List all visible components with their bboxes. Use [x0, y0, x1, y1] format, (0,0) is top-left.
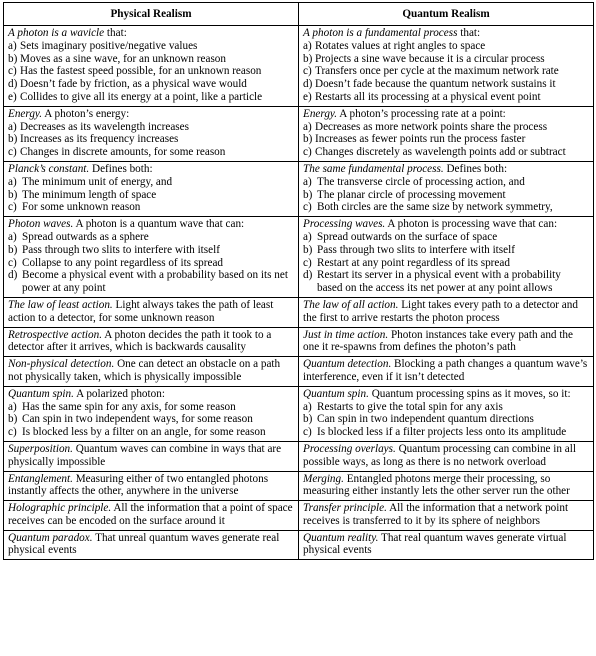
cell-description: Quantum processing spins as it moves, so it:	[368, 387, 571, 400]
cell-description: One can detect an obstacle on a path not physically taken, which is physically impossible	[8, 358, 281, 383]
cell-heading	[8, 108, 294, 121]
cell-term: The same fundamental process.	[303, 162, 444, 175]
column-header-physical: Physical Realism	[4, 3, 299, 26]
cell-description: That real quantum waves generate virtual physical events	[303, 531, 567, 557]
list-item-marker: c)	[8, 201, 17, 214]
list-item-text: Changes in discrete amounts, for some reason	[20, 146, 226, 159]
list-item-marker: a)	[303, 230, 312, 243]
physical-cell	[4, 26, 299, 107]
list-item-marker: d)	[303, 78, 313, 91]
cell-heading	[8, 27, 294, 40]
table-row	[4, 106, 594, 161]
list-item-text: The minimum length of space	[22, 188, 157, 201]
list-item-marker: a)	[8, 400, 17, 413]
list-item	[8, 53, 294, 66]
list-item-text: Changes discretely as wavelength points add or subtract	[315, 146, 566, 159]
cell-description: A photon is a quantum wave that can:	[73, 218, 245, 231]
cell-description: Blocking a path changes a quantum wave’s interference, even if it isn’t detected	[303, 358, 588, 383]
cell-heading	[8, 218, 294, 231]
list-item	[8, 231, 294, 244]
list-item-marker: c)	[303, 426, 312, 439]
list-item-marker: c)	[8, 426, 17, 439]
quantum-cell	[299, 441, 594, 471]
cell-description: That unreal quantum waves generate real physical events	[8, 531, 280, 557]
list-item-text: Sets imaginary positive/negative values	[20, 39, 198, 52]
cell-description: that:	[104, 27, 127, 39]
list-item-text: Restart at any point regardless of its spread	[317, 256, 510, 269]
cell-heading	[8, 299, 294, 325]
list-item-text: The minimum unit of energy, and	[22, 175, 173, 188]
cell-term: Planck’s constant.	[8, 162, 90, 175]
table-row	[4, 386, 594, 441]
cell-term: Quantum spin.	[303, 387, 369, 400]
list-item	[303, 91, 589, 104]
cell-heading	[8, 163, 294, 176]
quantum-cell	[299, 357, 594, 387]
cell-term: Entanglement.	[8, 472, 73, 485]
cell-heading	[8, 502, 294, 528]
list-item-text: Decreases as more network points share the process	[315, 120, 548, 133]
cell-description: Light takes every path to a detector and the first to arrive restarts the photon process	[303, 298, 578, 324]
list-item-marker: d)	[303, 269, 313, 282]
list-item	[303, 133, 589, 146]
list-item-marker: a)	[303, 39, 312, 52]
list-item-marker: d)	[8, 78, 18, 91]
list-item-marker: a)	[8, 230, 17, 243]
physical-cell	[4, 471, 299, 501]
list-item	[8, 91, 294, 104]
table-row	[4, 441, 594, 471]
cell-description: A photon’s processing rate at a point:	[337, 107, 506, 120]
cell-heading	[303, 532, 589, 558]
list-item-text: The planar circle of processing movement	[317, 188, 506, 201]
list-item-marker: b)	[8, 243, 18, 256]
cell-heading	[8, 329, 294, 355]
cell-heading	[303, 299, 589, 325]
physical-cell	[4, 106, 299, 161]
list-item-marker: b)	[303, 413, 313, 426]
list-item	[8, 257, 294, 270]
list-item	[8, 65, 294, 78]
list-item-text: Transfers once per cycle at the maximum network rate	[315, 65, 559, 78]
column-header-quantum: Quantum Realism	[299, 3, 594, 26]
list-item-text: The transverse circle of processing action, and	[317, 175, 525, 188]
list-item	[303, 257, 589, 270]
list-item-text: Doesn’t fade because the quantum network sustains it	[315, 78, 556, 91]
quantum-cell	[299, 26, 594, 107]
list-item	[8, 426, 294, 439]
cell-term: Processing waves.	[303, 218, 386, 231]
cell-term: The law of all action.	[303, 298, 399, 311]
list-item-text: Moves as a sine wave, for an unknown reason	[20, 52, 226, 65]
list-item	[8, 201, 294, 214]
quantum-cell	[299, 297, 594, 327]
list-item-marker: c)	[8, 146, 17, 159]
list-item-marker: e)	[8, 90, 17, 103]
quantum-cell	[299, 386, 594, 441]
quantum-cell	[299, 217, 594, 298]
list-item-text: Spread outwards as a sphere	[22, 230, 149, 243]
list-item-marker: c)	[303, 65, 312, 78]
list-item	[8, 146, 294, 159]
comparison-table	[3, 2, 594, 560]
cell-heading	[303, 388, 589, 401]
physical-cell	[4, 327, 299, 357]
list-item-text: Restart its server in a physical event with a probability based on the access its net power at any point allows	[317, 269, 561, 295]
physical-cell	[4, 501, 299, 531]
cell-description: Entangled photons merge their processing, so measuring either instantly lets the other server run the other	[303, 472, 570, 498]
list-item-marker: b)	[303, 133, 313, 146]
list-item-marker: b)	[303, 243, 313, 256]
list-item	[8, 401, 294, 414]
physical-cell	[4, 161, 299, 216]
list-item-marker: b)	[8, 133, 18, 146]
cell-term: Quantum detection.	[303, 358, 392, 371]
cell-description: that:	[457, 27, 481, 39]
list-item-text: Pass through two slits to interfere with itself	[22, 243, 220, 256]
cell-term: Transfer principle.	[303, 502, 387, 515]
list-item-text: Restarts all its processing at a physical event point	[315, 90, 541, 103]
list-item-text: Pass through two slits to interfere with itself	[317, 243, 515, 256]
list-item-marker: c)	[303, 146, 312, 159]
cell-term: Quantum spin.	[8, 387, 74, 400]
list-item	[303, 269, 589, 295]
cell-heading	[8, 443, 294, 469]
list-item-marker: a)	[8, 39, 17, 52]
cell-description: Measuring either of two entangled photons instantly affects the other, anywhere in the universe	[8, 472, 269, 498]
list-item	[303, 146, 589, 159]
cell-term: The law of least action.	[8, 298, 113, 311]
cell-term: Processing overlays.	[303, 442, 396, 455]
cell-heading	[303, 502, 589, 528]
cell-term: Superposition.	[8, 442, 73, 455]
cell-heading	[303, 108, 589, 121]
list-item	[303, 53, 589, 66]
cell-description: A polarized photon:	[73, 387, 165, 400]
cell-heading	[303, 473, 589, 499]
cell-heading	[303, 218, 589, 231]
cell-description: All the information that a network point receives is transferred to it by its sphere of neighbors	[303, 502, 569, 527]
cell-description: A photon decides the path it took to a detector after it arrives, which is backwards causality	[8, 328, 272, 354]
cell-heading	[303, 163, 589, 176]
cell-heading	[8, 532, 294, 558]
list-item	[8, 244, 294, 257]
cell-term: Quantum reality.	[303, 531, 379, 544]
list-item	[303, 121, 589, 134]
list-item-marker: b)	[303, 52, 313, 65]
list-item-marker: e)	[303, 90, 312, 103]
list-item	[8, 413, 294, 426]
list-item-text: For some unknown reason	[22, 201, 141, 214]
list-item	[303, 413, 589, 426]
physical-cell	[4, 217, 299, 298]
cell-heading	[303, 443, 589, 469]
list-item	[8, 176, 294, 189]
table-row	[4, 327, 594, 357]
list-item-text: Become a physical event with a probability based on its net power at any point	[22, 269, 288, 295]
quantum-cell	[299, 106, 594, 161]
list-item-marker: b)	[8, 52, 18, 65]
list-item-text: Decreases as its wavelength increases	[20, 120, 189, 133]
quantum-cell	[299, 327, 594, 357]
list-item-text: Can spin in two independent ways, for some reason	[22, 413, 253, 426]
list-item-text: Increases as its frequency increases	[20, 133, 179, 146]
list-item-marker: a)	[303, 175, 312, 188]
list-item-text: Increases as fewer points run the process faster	[315, 133, 526, 146]
list-item	[303, 201, 589, 214]
list-item	[303, 40, 589, 53]
list-item-marker: b)	[8, 188, 18, 201]
list-item	[8, 121, 294, 134]
list-item-text: Both circles are the same size by network symmetry,	[317, 201, 553, 214]
cell-heading	[303, 27, 589, 40]
cell-heading	[8, 358, 294, 384]
cell-term: Photon waves.	[8, 218, 74, 231]
cell-description: Defines both:	[89, 162, 153, 175]
quantum-cell	[299, 501, 594, 531]
list-item-text: Rotates values at right angles to space	[315, 39, 486, 52]
list-item	[8, 40, 294, 53]
list-item-text: Projects a sine wave because it is a circular process	[315, 52, 545, 65]
cell-description: Photon instances take every path and the one it re-spawns from defines the photon’s path	[303, 328, 573, 354]
list-item-marker: a)	[303, 120, 312, 133]
quantum-cell	[299, 161, 594, 216]
physical-cell	[4, 386, 299, 441]
list-item	[8, 78, 294, 91]
list-item-text: Restarts to give the total spin for any axis	[317, 400, 503, 413]
cell-description: Defines both:	[443, 162, 508, 175]
list-item-text: Doesn’t fade by friction, as a physical wave would	[20, 78, 247, 91]
quantum-cell	[299, 530, 594, 560]
cell-term: A photon is a fundamental process	[303, 27, 458, 39]
cell-term: Retrospective action.	[8, 328, 103, 341]
list-item-text: Has the same spin for any axis, for some reason	[22, 400, 236, 413]
list-item-marker: c)	[303, 201, 312, 214]
list-item	[8, 133, 294, 146]
cell-description: Quantum waves can combine in ways that are physically impossible	[8, 442, 282, 468]
table-row	[4, 357, 594, 387]
list-item	[8, 189, 294, 202]
list-item-marker: b)	[8, 413, 18, 426]
cell-heading	[303, 358, 589, 384]
table-row	[4, 26, 594, 107]
table-body	[4, 26, 594, 560]
list-item-marker: a)	[8, 175, 17, 188]
cell-term: Quantum paradox.	[8, 531, 93, 544]
cell-term: A photon is a wavicle	[8, 27, 105, 39]
list-item	[303, 401, 589, 414]
list-item-marker: a)	[8, 120, 17, 133]
cell-term: Holographic principle.	[8, 502, 112, 515]
cell-description: Quantum processing can combine in all possible ways, as long as there is no network overload	[303, 442, 576, 468]
physical-cell	[4, 357, 299, 387]
cell-term: Merging.	[303, 472, 344, 485]
list-item-marker: a)	[303, 400, 312, 413]
cell-heading	[8, 473, 294, 499]
list-item	[303, 189, 589, 202]
list-item-marker: c)	[8, 65, 17, 78]
cell-term: Just in time action.	[303, 328, 389, 341]
cell-term: Energy.	[303, 107, 338, 120]
table-row	[4, 501, 594, 531]
list-item-marker: c)	[303, 256, 312, 269]
list-item-marker: d)	[8, 269, 18, 282]
table-row	[4, 217, 594, 298]
list-item	[303, 244, 589, 257]
list-item	[303, 231, 589, 244]
physical-cell	[4, 530, 299, 560]
list-item	[303, 176, 589, 189]
list-item-text: Has the fastest speed possible, for an unknown reason	[20, 65, 262, 78]
physical-cell	[4, 441, 299, 471]
list-item	[303, 78, 589, 91]
table-row	[4, 161, 594, 216]
list-item-text: Is blocked less by a filter on an angle, for some reason	[22, 426, 266, 439]
list-item	[303, 426, 589, 439]
cell-description: All the information that a point of space receives can be encoded on the surface around it	[8, 502, 293, 527]
list-item-text: Spread outwards on the surface of space	[317, 230, 498, 243]
list-item	[303, 65, 589, 78]
table-row	[4, 471, 594, 501]
quantum-cell	[299, 471, 594, 501]
header-row	[4, 3, 594, 26]
cell-term: Non-physical detection.	[8, 358, 115, 371]
cell-heading	[8, 388, 294, 401]
list-item-marker: c)	[8, 256, 17, 269]
cell-description: A photon’s energy:	[42, 107, 130, 120]
list-item-text: Collides to give all its energy at a point, like a particle	[20, 90, 263, 103]
list-item-text: Can spin in two independent quantum directions	[317, 413, 534, 426]
physical-cell	[4, 297, 299, 327]
cell-term: Energy.	[8, 107, 43, 120]
cell-description: Light always takes the path of least action to a detector, for some unknown reason	[8, 298, 274, 324]
table-row	[4, 297, 594, 327]
cell-heading	[303, 329, 589, 355]
table-row	[4, 530, 594, 560]
list-item-marker: b)	[303, 188, 313, 201]
cell-description: A photon is processing wave that can:	[385, 218, 558, 231]
list-item-text: Is blocked less if a filter projects less onto its amplitude	[317, 426, 567, 439]
list-item-text: Collapse to any point regardless of its spread	[22, 256, 224, 269]
list-item	[8, 269, 294, 295]
